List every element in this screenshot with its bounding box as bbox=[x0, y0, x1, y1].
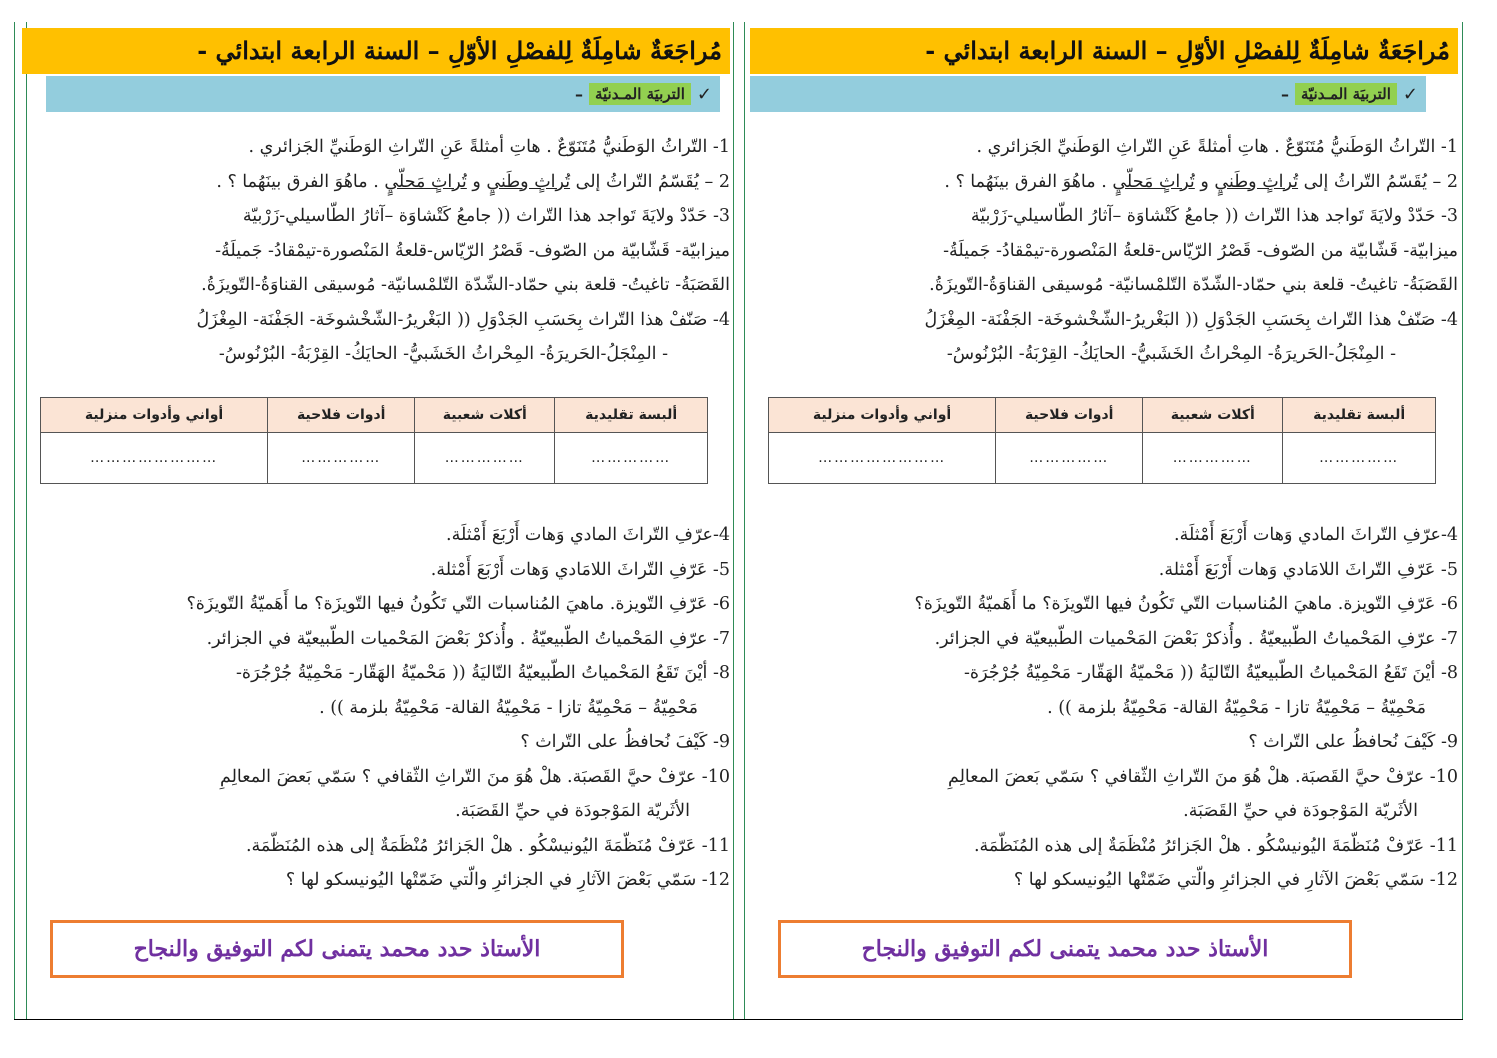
table-header: ألبسة تقليدية bbox=[555, 398, 708, 433]
question-4-line2: - المِنْجَلُ-الحَريرَةُ- المِحْراثُ الخَشَبيُّ- الحايَكُ- القِرْبَةُ- البُرْنُوسُ- bbox=[218, 344, 668, 364]
questions-part1 bbox=[22, 130, 730, 372]
question-12: 11- عَرّفْ مُنَظّمَةَ اليُونيسْكُو . هلْ الجَزائرُ مُنْظَمَةٌ إلى هذه المُنَظّمَة. bbox=[245, 835, 730, 856]
question-3-line3: القَصَبَةُ- تاغيتُ- قلعة بني حمّاد-الشّدّة التّلمْسانيّة- مُوسيقى القناوَةُ-التّويزَةُ. bbox=[929, 275, 1458, 295]
q2-mid: و bbox=[466, 171, 487, 192]
question-12: 11- عَرّفْ مُنَظّمَةَ اليُونيسْكُو . هلْ الجَزائرُ مُنْظَمَةٌ إلى هذه المُنَظّمَة. bbox=[973, 835, 1458, 856]
table-header: ألبسة تقليدية bbox=[1283, 398, 1436, 433]
frame-line-left-outer bbox=[14, 22, 15, 1020]
classification-table bbox=[768, 397, 1436, 484]
question-3-line1: 3- حَدّدْ ولايَةَ تَواجد هذا التّراث (( جامعُ كَتْشاوَة –آثارُ الطّاسيلي-زَرْبيّة bbox=[970, 206, 1458, 226]
q2-end: . ماهُوَ الفرق بينَهُما ؟ . bbox=[216, 171, 385, 192]
check-icon: ✓ bbox=[696, 83, 712, 105]
questions-part2 bbox=[22, 518, 730, 898]
frame-line-mid-b bbox=[744, 22, 745, 1020]
table-cell-blank[interactable]: …………… bbox=[268, 433, 415, 484]
q2-end: . ماهُوَ الفرق بينَهُما ؟ . bbox=[944, 171, 1113, 192]
frame-line-mid-a bbox=[733, 22, 734, 1020]
table-cell-blank[interactable]: …………… bbox=[1143, 433, 1283, 484]
question-1: 1- التّراثُ الوَطَنيُّ مُتَنَوّعٌ . هاتِ أمثلةً عَنِ التّراثِ الوَطَنيِّ الجَزائري . bbox=[976, 137, 1458, 157]
subject-dash: – bbox=[574, 84, 583, 104]
question-13: 12- سَمّي بَعْضَ الآثارِ في الجزائرِ والّتي ضَمّتْها اليُونيسكو لها ؟ bbox=[285, 870, 730, 890]
worksheet-left bbox=[22, 22, 730, 1020]
q2-term-local: تُراثٍ مَحلّيٍ bbox=[1112, 171, 1195, 192]
q2-start: 2 – يُقَسّمُ التّراثُ إلى bbox=[1298, 171, 1458, 192]
question-1: 1- التّراثُ الوَطَنيُّ مُتَنَوّعٌ . هاتِ أمثلةً عَنِ التّراثِ الوَطَنيِّ الجَزائري . bbox=[248, 137, 730, 157]
question-5: 4-عرّفِ التّراثَ المادي وَهات أَرْبَعَ أَمْثلَة. bbox=[446, 525, 730, 545]
question-11-line1: 10- عرّفْ حيَّ القَصبَة. هلْ هُوَ منَ التّراثِ الثّقافي ؟ سَمّي بَعضَ المعالِمِ bbox=[947, 766, 1458, 787]
question-9-line1: 8- أيْنَ تَقَعُ المَحْمياتُ الطّبيعيّةُ التّاليَةُ (( مَحْميّةُ الهَقّار- مَحْمِيّةُ جُرْجُرَة- bbox=[964, 663, 1458, 683]
question-11-line2: الأثَريّة المَوْجودَة في حيِّ القَصَبَة. bbox=[1183, 801, 1418, 821]
question-6: 5- عَرّفِ التّراثَ اللامَادي وَهات أَرْبَعَ أَمْثلة. bbox=[1158, 559, 1458, 580]
question-7: 6- عَرّفِ التّويزة. ماهيَ المُناسبات التّي تَكُونُ فيها التّويزَة؟ ما أَهَميّةُ التّويزَة؟ bbox=[914, 594, 1458, 614]
teacher-wish-box: الأستاذ حدد محمد يتمنى لكم التوفيق والنجاح bbox=[50, 920, 624, 978]
table-cell-blank[interactable]: …………… bbox=[996, 433, 1143, 484]
check-icon: ✓ bbox=[1402, 83, 1418, 105]
question-4-line2: - المِنْجَلُ-الحَريرَةُ- المِحْراثُ الخَشَبيُّ- الحايَكُ- القِرْبَةُ- البُرْنُوسُ- bbox=[946, 344, 1396, 364]
questions-part1 bbox=[750, 130, 1458, 372]
question-11-line1: 10- عرّفْ حيَّ القَصبَة. هلْ هُوَ منَ التّراثِ الثّقافي ؟ سَمّي بَعضَ المعالِمِ bbox=[219, 766, 730, 787]
question-4-line1: 4- صَنّفْ هذا التّراث بِحَسَبِ الجَدْوَلِ (( البَغْريرُ-الشّخْشوخَة- الجَفْنَة- المِغْزَلُ bbox=[196, 309, 730, 330]
q2-mid: و bbox=[1194, 171, 1215, 192]
q2-term-national: تُراثٍ وطَنيٍ bbox=[1214, 171, 1299, 192]
page-title: مُراجَعَةٌ شامِلَةٌ لِلفصْلِ الأوّلِ – السنة الرابعة ابتدائي - bbox=[750, 28, 1458, 74]
table-cell-blank[interactable]: …………………… bbox=[769, 433, 996, 484]
q2-term-local: تُراثٍ مَحلّيٍ bbox=[384, 171, 467, 192]
subject-dash: – bbox=[1280, 84, 1289, 104]
question-3-line1: 3- حَدّدْ ولايَةَ تَواجد هذا التّراث (( جامعُ كَتْشاوَة –آثارُ الطّاسيلي-زَرْبيّة bbox=[242, 206, 730, 226]
subject-label: التربيَة المـدنيّة bbox=[1295, 83, 1397, 105]
teacher-wish-box: الأستاذ حدد محمد يتمنى لكم التوفيق والنجاح bbox=[778, 920, 1352, 978]
subject-bar bbox=[750, 76, 1426, 112]
subject-bar bbox=[46, 76, 720, 112]
table-header: أكلات شعبية bbox=[415, 398, 555, 433]
classification-table bbox=[40, 397, 708, 484]
page-title: مُراجَعَةٌ شامِلَةٌ لِلفصْلِ الأوّلِ – السنة الرابعة ابتدائي - bbox=[22, 28, 730, 74]
question-2 bbox=[750, 165, 1458, 200]
table-header: أدوات فلاحية bbox=[268, 398, 415, 433]
questions-part2 bbox=[750, 518, 1458, 898]
question-8: 7- عرّفِ المَحْمياتُ الطّبيعيّةُ . وأُذكرْ بَعْضَ المَحْميات الطّبيعيّة في الجزائر. bbox=[934, 628, 1458, 649]
table-cell-blank[interactable]: …………… bbox=[1283, 433, 1436, 484]
table-header: أواني وأدوات منزلية bbox=[769, 398, 996, 433]
question-10: 9- كَيْفَ نُحافظُ على التّراث ؟ bbox=[520, 732, 730, 752]
question-8: 7- عرّفِ المَحْمياتُ الطّبيعيّةُ . وأُذكرْ بَعْضَ المَحْميات الطّبيعيّة في الجزائر. bbox=[206, 628, 730, 649]
table-header: أدوات فلاحية bbox=[996, 398, 1143, 433]
table-header: أكلات شعبية bbox=[1143, 398, 1283, 433]
q2-start: 2 – يُقَسّمُ التّراثُ إلى bbox=[570, 171, 730, 192]
frame-line-right bbox=[1462, 22, 1463, 1020]
question-3-line2: ميزابيّة- قَشّابيّة من الصّوف- قَصْرُ الرّيّاس-قلعةُ المَنْصورة-تيمْقادُ- جَميلَةُ- bbox=[215, 240, 730, 261]
question-7: 6- عَرّفِ التّويزة. ماهيَ المُناسبات التّي تَكُونُ فيها التّويزَة؟ ما أَهَميّةُ التّويزَة؟ bbox=[186, 594, 730, 614]
question-13: 12- سَمّي بَعْضَ الآثارِ في الجزائرِ والّتي ضَمّتْها اليُونيسكو لها ؟ bbox=[1013, 870, 1458, 890]
question-10: 9- كَيْفَ نُحافظُ على التّراث ؟ bbox=[1248, 732, 1458, 752]
question-9-line1: 8- أيْنَ تَقَعُ المَحْمياتُ الطّبيعيّةُ التّاليَةُ (( مَحْميّةُ الهَقّار- مَحْمِيّةُ جُرْجُرَة- bbox=[236, 663, 730, 683]
question-2 bbox=[22, 165, 730, 200]
question-5: 4-عرّفِ التّراثَ المادي وَهات أَرْبَعَ أَمْثلَة. bbox=[1174, 525, 1458, 545]
table-cell-blank[interactable]: …………… bbox=[555, 433, 708, 484]
question-3-line3: القَصَبَةُ- تاغيتُ- قلعة بني حمّاد-الشّدّة التّلمْسانيّة- مُوسيقى القناوَةُ-التّويزَةُ. bbox=[201, 275, 730, 295]
question-3-line2: ميزابيّة- قَشّابيّة من الصّوف- قَصْرُ الرّيّاس-قلعةُ المَنْصورة-تيمْقادُ- جَميلَةُ- bbox=[943, 240, 1458, 261]
q2-term-national: تُراثٍ وطَنيٍ bbox=[486, 171, 571, 192]
question-6: 5- عَرّفِ التّراثَ اللامَادي وَهات أَرْبَعَ أَمْثلة. bbox=[430, 559, 730, 580]
table-cell-blank[interactable]: …………… bbox=[415, 433, 555, 484]
question-4-line1: 4- صَنّفْ هذا التّراث بِحَسَبِ الجَدْوَلِ (( البَغْريرُ-الشّخْشوخَة- الجَفْنَة- المِغْزَلُ bbox=[924, 309, 1458, 330]
question-9-line2: مَحْمِيّةُ – مَحْمِيّةُ تازا - مَحْمِيّةُ القالة- مَحْمِيّةُ بلزمة )) . bbox=[319, 697, 698, 718]
table-cell-blank[interactable]: …………………… bbox=[41, 433, 268, 484]
question-11-line2: الأثَريّة المَوْجودَة في حيِّ القَصَبَة. bbox=[455, 801, 690, 821]
table-header: أواني وأدوات منزلية bbox=[41, 398, 268, 433]
worksheet-right bbox=[750, 22, 1458, 1020]
subject-label: التربيَة المـدنيّة bbox=[589, 83, 691, 105]
question-9-line2: مَحْمِيّةُ – مَحْمِيّةُ تازا - مَحْمِيّةُ القالة- مَحْمِيّةُ بلزمة )) . bbox=[1047, 697, 1426, 718]
